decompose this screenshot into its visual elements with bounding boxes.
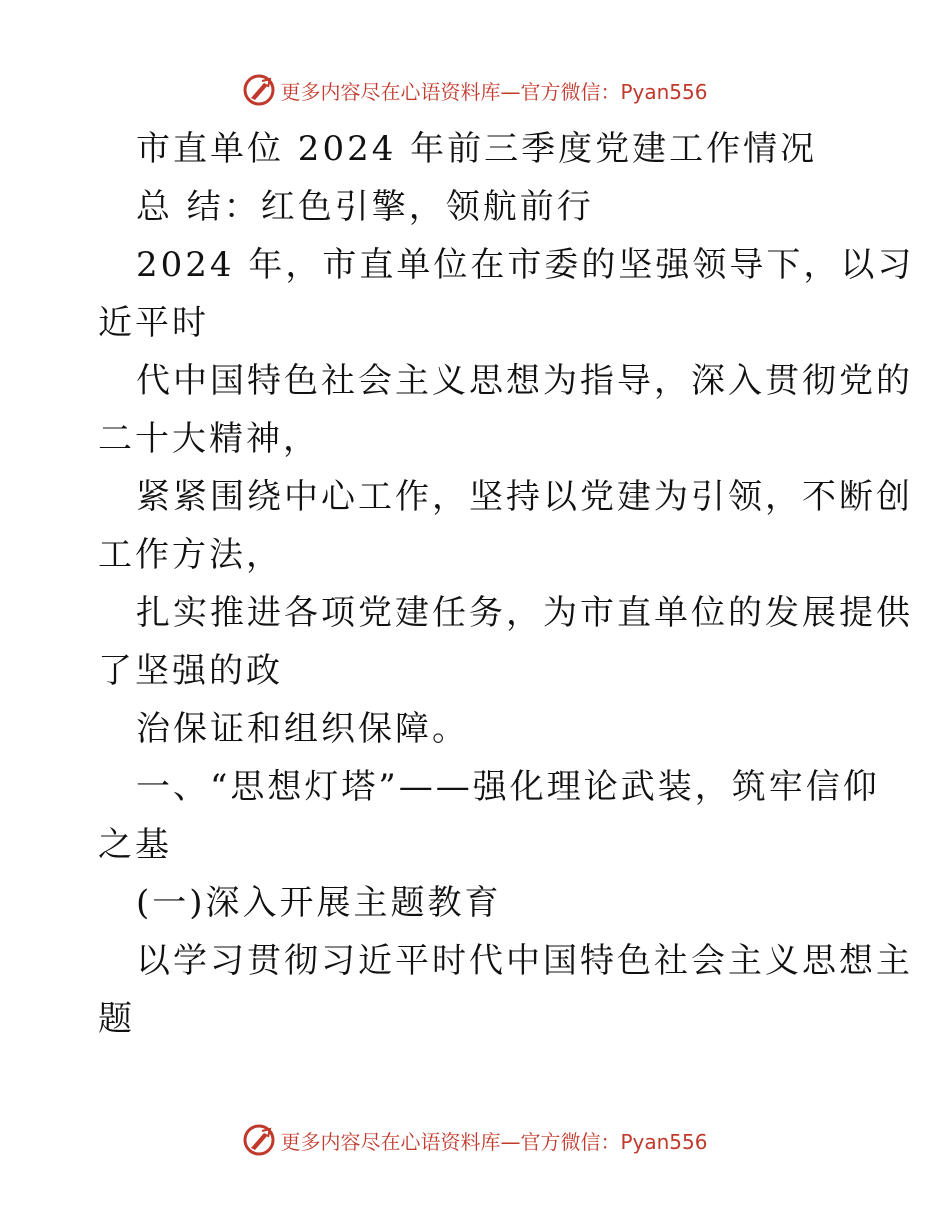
text-line: 代中国特色社会主义思想为指导，深入贯彻党的 — [136, 361, 913, 401]
text-line: 近平时 — [98, 303, 209, 343]
header-watermark-banner — [0, 70, 950, 110]
watermark-text: 更多内容尽在心语资料库—官方微信：Pyan556 — [280, 1129, 708, 1154]
text-line: 扎实推进各项党建任务，为市直单位的发展提供 — [136, 593, 913, 633]
text-line: 市直单位 2024 年前三季度党建工作情况 — [136, 129, 818, 169]
quill-seal-icon — [242, 73, 276, 107]
text-line: 题 — [98, 999, 135, 1039]
document-body — [98, 120, 915, 1048]
text-line: 工作方法， — [98, 535, 283, 575]
text-line: 一、“思想灯塔”——强化理论武装，筑牢信仰 — [136, 767, 880, 807]
text-line: 二十大精神， — [98, 419, 320, 459]
text-line: 紧紧围绕中心工作，坚持以党建为引领，不断创 — [136, 477, 913, 517]
quill-seal-icon — [242, 1123, 276, 1157]
text-line: 治保证和组织保障。 — [136, 709, 469, 749]
text-line: 以学习贯彻习近平时代中国特色社会主义思想主 — [136, 941, 913, 981]
text-line: 了坚强的政 — [98, 651, 283, 691]
text-line: 2024 年，市直单位在市委的坚强领导下，以习 — [136, 245, 915, 285]
text-line: (一)深入开展主题教育 — [136, 883, 502, 923]
footer-watermark-banner — [0, 1120, 950, 1160]
text-line: 总 结：红色引擎，领航前行 — [136, 187, 594, 227]
text-line: 之基 — [98, 825, 172, 865]
watermark-text: 更多内容尽在心语资料库—官方微信：Pyan556 — [280, 79, 708, 104]
